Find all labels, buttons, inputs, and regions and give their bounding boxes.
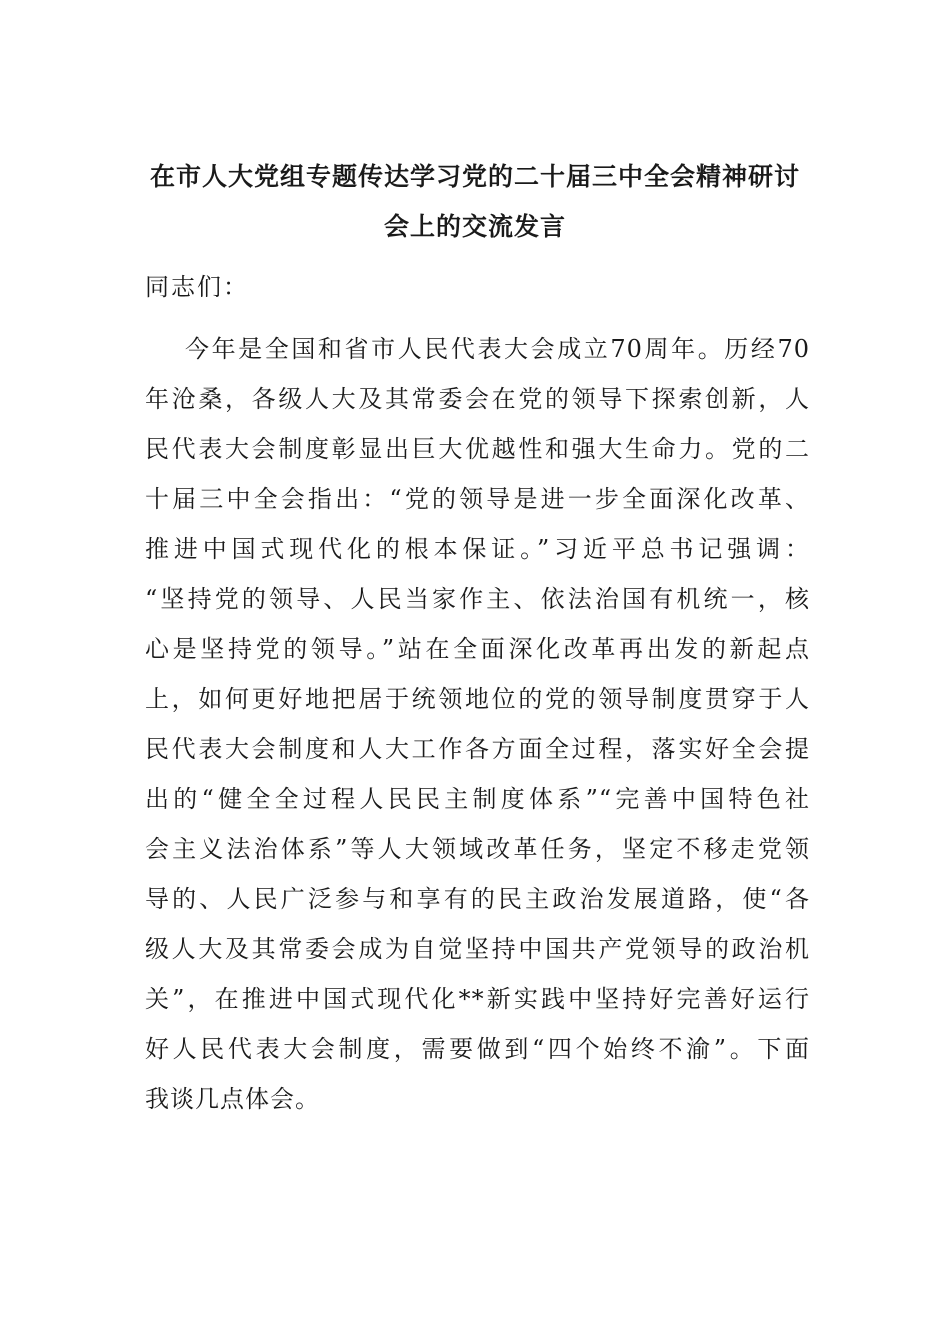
paragraph-line-5: 推进中国式现代化的根本保证。”习近平总书记强调：	[145, 535, 810, 563]
paragraph-line-7: 心是坚持党的领导。”站在全面深化改革再出发的新起点	[145, 635, 810, 663]
paragraph-line-10: 出的“健全全过程人民民主制度体系”“完善中国特色社	[145, 785, 810, 813]
paragraph-line-1: 今年是全国和省市人民代表大会成立70周年。历经70	[185, 335, 810, 363]
title-line-2: 会上的交流发言	[383, 212, 566, 241]
paragraph-line-15: 好人民代表大会制度，需要做到“四个始终不渝”。下面	[145, 1035, 810, 1063]
paragraph-line-14: 关”，在推进中国式现代化**新实践中坚持好完善好运行	[145, 985, 810, 1013]
paragraph-line-8: 上，如何更好地把居于统领地位的党的领导制度贯穿于人	[145, 685, 810, 713]
salutation: 同志们：	[145, 273, 249, 301]
paragraph-line-4: 十届三中全会指出：“党的领导是进一步全面深化改革、	[145, 485, 810, 513]
paragraph-line-16: 我谈几点体会。	[145, 1085, 320, 1113]
title-line-1: 在市人大党组专题传达学习党的二十届三中全会精神研讨	[149, 162, 800, 191]
paragraph-line-13: 级人大及其常委会成为自觉坚持中国共产党领导的政治机	[145, 935, 810, 963]
paragraph-line-6: “坚持党的领导、人民当家作主、依法治国有机统一，核	[145, 585, 810, 613]
document-title	[140, 152, 810, 252]
paragraph-line-11: 会主义法治体系”等人大领域改革任务，坚定不移走党领	[145, 835, 810, 863]
paragraph-line-3: 民代表大会制度彰显出巨大优越性和强大生命力。党的二	[145, 435, 810, 463]
paragraph-line-12: 导的、人民广泛参与和享有的民主政治发展道路，使“各	[145, 885, 810, 913]
paragraph-line-2: 年沧桑，各级人大及其常委会在党的领导下探索创新，人	[145, 385, 810, 413]
body-paragraph	[145, 324, 810, 1124]
paragraph-line-9: 民代表大会制度和人大工作各方面全过程，落实好全会提	[145, 735, 810, 763]
